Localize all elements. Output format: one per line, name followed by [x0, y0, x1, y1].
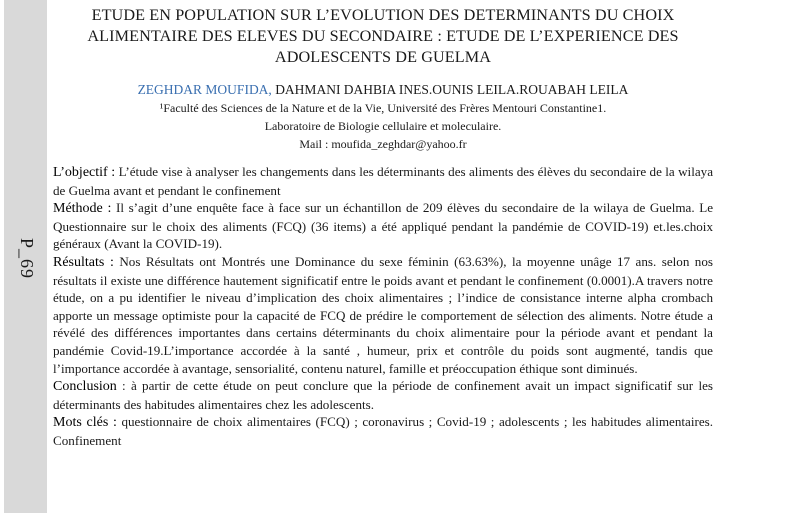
affiliation-lab: Laboratoire de Biologie cellulaire et moleculaire. [264, 119, 502, 133]
method-text: Il s’agit d’une enquête face à face sur un échantillon de 209 élèves du secondaire de la wilaya de Guelma. Le Questionnaire sur le choix des aliments (FCQ) (36 items) a été appliqué pendant la pandémie de COVID-19) et.les.choix généraux (Avant la COVID-19). [53, 200, 714, 252]
co-authors: DAHMANI DAHBIA INES.OUNIS LEILA.ROUABAH LEILA [271, 82, 629, 97]
conclusion-text: : à partir de cette étude on peut conclure que la période de confinement avait un impact significatif sur les déterminants des habitudes alimentaires chez les adolescents. [53, 378, 713, 412]
results-paragraph [53, 253, 713, 377]
page-code-label [6, 232, 46, 284]
objective-label: L’objectif : [53, 165, 116, 180]
objective-text: L’étude vise à analyser les changements dans les déterminants des aliments des élèves du secondaire de la wilaya de Guelma avant et pendant le confinement [53, 164, 714, 198]
abstract-body [53, 163, 713, 450]
method-paragraph [53, 199, 713, 253]
affiliation-faculty: ¹Faculté des Sciences de la Nature et de la Vie, Université des Frères Mentouri Constantine1. [159, 101, 607, 115]
affiliation-block [53, 99, 713, 153]
page-code-text: P_69 [16, 237, 37, 279]
keywords-text: questionnaire de choix alimentaires (FCQ) ; coronavirus ; Covid-19 ; adolescents ; les habitudes alimentaires. Confinement [53, 414, 713, 448]
results-text: Nos Résultats ont Montrés une Dominance du sexe féminin (63.63%), la moyenne unâge 17 ans. selon nos résultats il existe une différence hautement significatif entre le poids avant et pendant le confinement (0.0001).A travers notre étude, on a pu identifier le niveau d’implication des choix alimentaires ; l’indice de consistance interne alpha crombach apporte un message optimiste pour la capacité de FCQ de prédire le comportement de sélection des aliments. Notre étude a révélé des différences importantes dans certains déterminants du choix alimentaire pour la période avant et pendant la pandémie Covid-19.L’importance accordée à la santé , humeur, prix et contrôle du poids sont augmenté, tandis que l’importance accordée à avantage, sensorialité, contenu naturel, famille et préoccupation éthique sont diminués. [53, 253, 713, 376]
keywords-paragraph [53, 413, 713, 449]
results-label: Résultats : [53, 254, 114, 270]
affiliation-email: Mail : moufida_zeghdar@yahoo.fr [299, 137, 467, 151]
method-label: Méthode : [53, 201, 112, 217]
page-margin-band [4, 0, 47, 513]
keywords-label: Mots clés : [53, 415, 117, 431]
corresponding-author: ZEGHDAR MOUFIDA, [137, 82, 272, 97]
conclusion-paragraph [53, 377, 713, 413]
author-line [53, 81, 713, 98]
conclusion-label: Conclusion [53, 379, 117, 395]
paper-title: ETUDE EN POPULATION SUR L’EVOLUTION DES DETERMINANTS DU CHOIX ALIMENTAIRE DES ELEVES DU SECONDAIRE : ETUDE DE L’EXPERIENCE DES ADOLESCENTS DE GUELMA [87, 6, 679, 66]
abstract-page [53, 5, 713, 450]
objective-paragraph [53, 163, 713, 199]
